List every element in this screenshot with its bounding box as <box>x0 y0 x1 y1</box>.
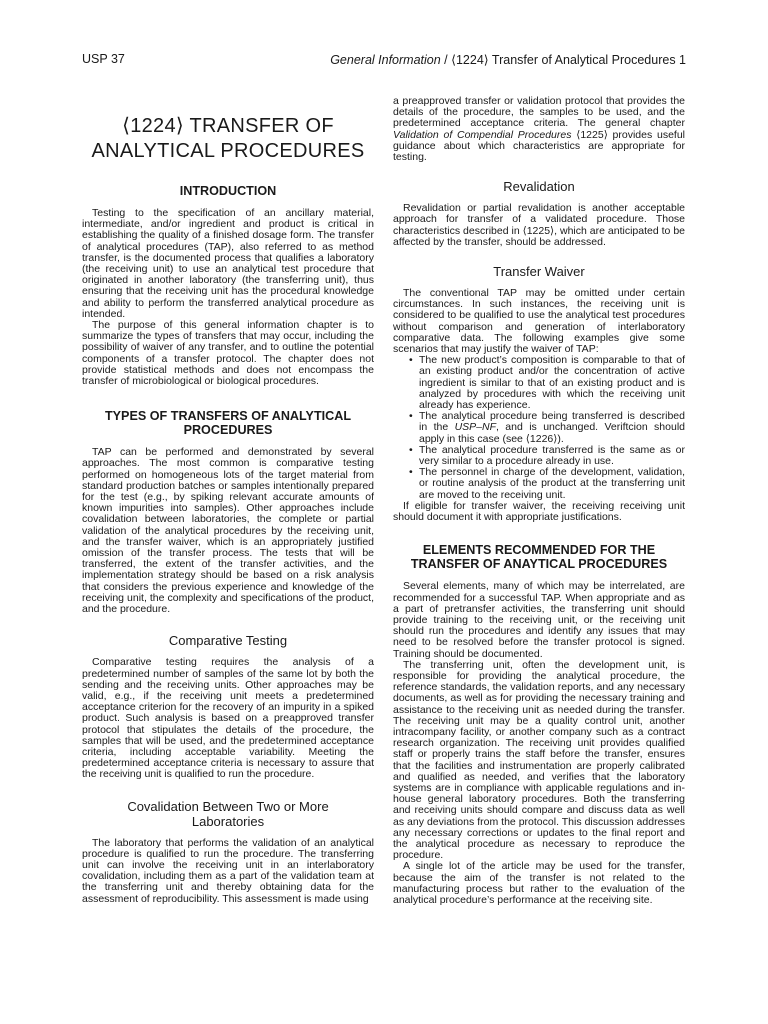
elements-heading-line2: TRANSFER OF ANAYTICAL PROCEDURES <box>410 557 668 572</box>
chapter-title <box>82 114 374 164</box>
waiver-scenario-item: • The analytical procedure transferred is the same as or very similar to a procedure already in use. <box>419 445 685 467</box>
types-heading-line1: TYPES OF TRANSFERS OF ANALYTICAL <box>104 409 352 424</box>
introduction-heading: INTRODUCTION <box>179 184 277 198</box>
elements-heading-line1: ELEMENTS RECOMMENDED FOR THE <box>422 543 656 558</box>
chapter-title-line2: ANALYTICAL PROCEDURES <box>91 140 365 162</box>
comparative-testing-paragraph: Comparative testing requires the analysis of a predetermined number of samples of the same lot by both the sending and the receiving units. Other approaches may be valid, e.g., if the receiving unit meets a predetermined acceptance criterion for the recovery of an impurity in a spiked product. Such analysis is based on a preapproved transfer protocol that stipulates the details of the procedure, the samples that will be used, and the predetermined acceptance criteria, including acceptable variability. Meeting the predetermined acceptance criteria is necessary to assure that the receiving unit is qualified to run the procedure. <box>82 656 374 781</box>
covalidation-heading-line2: Laboratories <box>191 813 265 829</box>
types-heading-line2: PROCEDURES <box>183 423 273 438</box>
continued-text-before: a preapproved transfer or validation protocol that provides the details of the procedure, the samples to be used, and the predetermined acceptance criteria. The general chapter <box>393 95 685 130</box>
elements-paragraph-3: A single lot of the article may be used for the transfer, because the aim of the transfer is not related to the manufacturing process but rather to the evaluation of the analytical procedure’s performance at the receiving site. <box>393 860 685 906</box>
elements-heading <box>393 543 685 571</box>
right-column <box>393 96 685 906</box>
elements-paragraph-1: Several elements, many of which may be interrelated, are recommended for a successful TAP. When appropriate and as a part of pretransfer activities, the transferring unit should provide training to the receiving unit, or the receiving unit should run the procedures and identify any issues that may need to be resolved before the transfer protocol is signed. Training should be documented. <box>393 580 685 660</box>
header-chapter-ref: / ⟨1224⟩ Transfer of Analytical Procedures 1 <box>440 53 686 67</box>
header-usp-edition: USP 37 <box>82 52 125 66</box>
covalidation-heading <box>82 799 374 829</box>
compendial-validation-reference: Validation of Compendial Procedures <box>393 128 572 141</box>
running-header <box>82 52 686 72</box>
elements-paragraph-2: The transferring unit, often the development unit, is responsible for providing the analytical procedure, the reference standards, the validation reports, and any necessary documents, as well as for providing the necessary training and assistance to the receiving unit as needed during the transfer. The receiving unit may be a quality control unit, another intracompany facility, or another company such as a contract research organization. The receiving unit provides qualified staff or properly trains the staff before the transfer, ensures that the facilities and instrumentation are properly calibrated and qualified as needed, and verifies that the laboratory systems are in compliance with applicable regulations and in-house general laboratory procedures. Both the transferring and receiving units should compare and discuss data as well as any deviations from the protocol. This discussion addresses any necessary corrections or updates to the final report and the analytical procedure as necessary to reproduce the procedure. <box>393 658 685 862</box>
waiver-scenario-item: • The new product’s composition is comparable to that of an existing product and/or the concentration of active ingredient is similar to that of an existing product and is analyzed by procedures with which the receiving unit already has experience. <box>419 355 685 411</box>
transfer-waiver-paragraph-1: The conventional TAP may be omitted under certain circumstances. In such instances, the receiving unit is considered to be qualified to use the analytical test procedures without comparison and generation of interlaboratory comparative data. The following examples give some scenarios that may justify the waiver of TAP: <box>393 287 685 356</box>
waiver-scenario-item: • The personnel in charge of the development, validation, or routine analysis of the product at the transferring unit are moved to the receiving unit. <box>419 467 685 501</box>
header-chapter-title <box>330 52 686 67</box>
introduction-paragraph-1: Testing to the specification of an ancillary material, intermediate, and/or ingredient and product is critical in establishing the quality of a finished dosage form. The transfer of analytical procedures (TAP), also referred to as method transfer, is the documented process that qualifies a laboratory (the receiving unit) to use an analytical test procedure that originated in another laboratory (the transferring unit), thus ensuring that the receiving unit has the procedural knowledge and ability to perform the transferred analytical procedure as intended. <box>82 207 374 320</box>
covalidation-heading-line1: Covalidation Between Two or More <box>127 798 329 814</box>
revalidation-heading: Revalidation <box>503 179 575 195</box>
waiver-scenario-text-before: The analytical procedure being transferred is described in the <box>419 410 685 434</box>
comparative-testing-heading: Comparative Testing <box>168 633 288 649</box>
waiver-scenario-text-after: , and is unchanged. Veriftcion should apply in this case (see ⟨1226⟩). <box>419 421 685 445</box>
types-heading <box>82 409 374 437</box>
header-section-name: General Information <box>330 53 441 67</box>
waiver-scenario-item <box>419 411 685 445</box>
transfer-waiver-paragraph-2: If eligible for transfer waiver, the receiving receiving unit should document it with appropriate justifications. <box>393 499 685 524</box>
usp-nf-reference: USP–NF <box>454 421 496 434</box>
covalidation-paragraph: The laboratory that performs the validation of an analytical procedure is qualified to run the procedure. The transferring unit can involve the receiving unit in an interlaboratory covalidation, including them as a part of the validation team at the transferring unit and thereby obtaining data for the assessment of reproducibility. This assessment is made using <box>82 836 374 905</box>
covalidation-continued-paragraph <box>393 96 685 163</box>
left-column <box>82 96 374 905</box>
introduction-paragraph-2: The purpose of this general information chapter is to summarize the types of transfers that may occur, including the possibility of waiver of any transfer, and to outline the potential components of a transfer protocol. The chapter does not provide statistical methods and does not encompass the transfer of microbiological or biological procedures. <box>82 319 374 388</box>
types-paragraph-1: TAP can be performed and demonstrated by several approaches. The most common is comparative testing performed on homogeneous lots of the target material from standard production batches or samples intentionally prepared for the test (e.g., by spiking relevant accurate amounts of known impurities into samples). Other approaches include covalidation between laboratories, the complete or partial validation of the analytical procedures by the receiving unit, and the transfer waiver, which is an appropriately justified omission of the transfer process. The tests that will be transferred, the extent of the transfer activities, and the implementation strategy should be based on a risk analysis that considers the previous experience and knowledge of the receiving unit, the complexity and specifications of the product, and the procedure. <box>82 446 374 616</box>
revalidation-paragraph: Revalidation or partial revalidation is another acceptable approach for transfer of a validated procedure. Those characteristics described in ⟨1225⟩, which are anticipated to be affected by the transfer, should be addressed. <box>393 202 685 248</box>
waiver-scenarios-list <box>393 355 685 501</box>
continued-text-after: ⟨1225⟩ provides useful guidance about which characteristics are appropriate for testing. <box>393 128 686 164</box>
chapter-title-line1: ⟨1224⟩ TRANSFER OF <box>122 115 334 137</box>
transfer-waiver-heading: Transfer Waiver <box>493 264 585 280</box>
